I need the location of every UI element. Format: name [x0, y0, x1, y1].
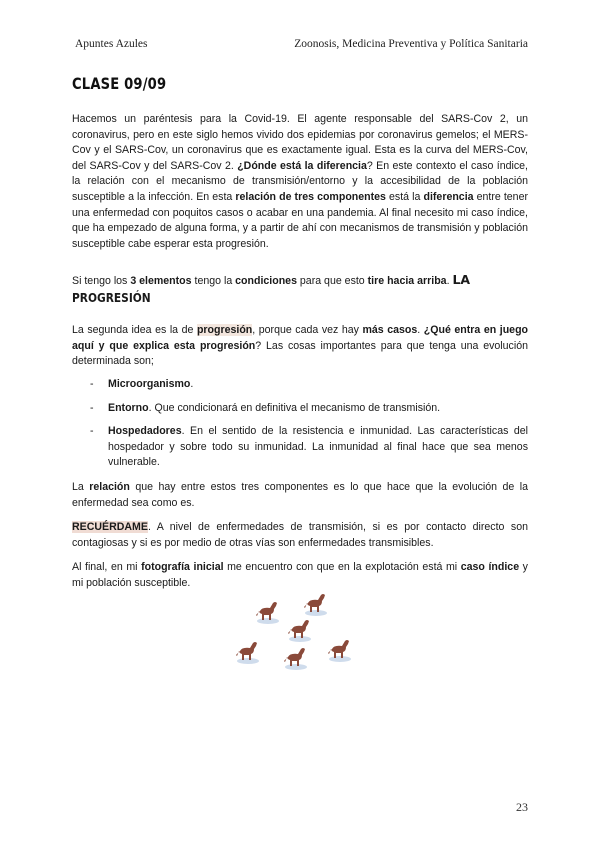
p1-bold-2: relación de tres componentes: [235, 190, 386, 203]
p6-text-3: y mi población susceptible.: [72, 561, 528, 589]
p4-text-2: que hay entre estos tres componentes es lo que hace que la evolución de la enfermedad sea como es.: [72, 481, 528, 509]
p2-text-2: tengo la: [191, 275, 236, 287]
list-dash: -: [90, 425, 94, 438]
p2-text-1: Si tengo los: [72, 275, 131, 287]
p4-text-1: La: [72, 481, 90, 493]
list-item: [72, 424, 528, 471]
p3-bold-2: ¿Qué entra en juego aquí y que explica esta progresión: [72, 324, 529, 352]
list-item: [72, 377, 528, 393]
paragraph-elements: [72, 272, 528, 290]
paragraph-initial-photo: [72, 560, 528, 591]
p1-text-2: ? En este contexto el caso índice, la relación con el mecanismo de transmisión/entorno y la accesibilidad de la población susceptible a la infección. En esta: [72, 159, 528, 203]
factor-term: Hospedadores: [108, 425, 182, 438]
list-item: [72, 401, 528, 417]
factor-desc: . Que condicionará en definitiva el mecanismo de transmisión.: [148, 401, 441, 414]
header-left: Apuntes Azules: [75, 38, 148, 50]
paragraph-relation: [72, 480, 528, 511]
p3-text-1: La segunda idea es la de: [72, 324, 197, 336]
p1-text-4: entre tener una enfermedad con poquitos casos o acabar en una pandemia. Al final necesito mi caso índice, que ha empezado de alguna forma, y a partir de ahí con mecanismos de transmisión y población susceptible cabe esperar esta progresión.: [72, 190, 528, 250]
horse-icon: [288, 620, 311, 642]
p6-bold-2: caso índice: [460, 561, 520, 573]
factors-list: [72, 377, 528, 479]
p2-text-4: .: [446, 275, 453, 287]
p3-bold-1: más casos: [362, 324, 418, 336]
p2-text-3: para que esto: [296, 275, 368, 287]
horse-icon: [328, 640, 351, 662]
section-heading-part2: PROGRESIÓN: [72, 290, 151, 305]
list-dash: -: [90, 401, 94, 414]
factor-desc: . En el sentido de la resistencia e inmunidad. Las características del hospedador y sobre todo su inmunidad. La inmunidad al final hace que sea menos vulnerable.: [108, 425, 528, 469]
p6-bold-1: fotografía inicial: [141, 561, 224, 573]
p2-bold-2: condiciones: [235, 275, 297, 287]
page-number: 23: [516, 800, 528, 814]
p2-bold-1: 3 elementos: [130, 275, 192, 287]
p1-text-3: está la: [385, 190, 424, 203]
horses-illustration: [230, 592, 370, 678]
p3-text-2: , porque cada vez hay: [252, 324, 363, 336]
list-dash: -: [90, 378, 94, 390]
p3-text-3: .: [417, 324, 424, 336]
reminder-badge: RECUÉRDAME: [72, 521, 148, 533]
p6-text-1: Al final, en mi: [72, 561, 142, 573]
p5-text-1: . A nivel de enfermedades de transmisión, si es por contacto directo son contagiosas y si es por medio de otras vías son enfermedades transmisibles.: [72, 521, 528, 549]
p6-text-2: me encuentro con que en la explotación está mi: [223, 561, 461, 573]
p2-bold-3: tire hacia arriba: [367, 275, 447, 287]
section-heading-part1: LA: [452, 272, 471, 287]
factor-term: Microorganismo: [108, 378, 191, 390]
paragraph-reminder: [72, 520, 528, 551]
p4-bold-1: relación: [89, 481, 130, 493]
p1-bold-3: diferencia: [423, 190, 474, 203]
paragraph-progression: [72, 323, 528, 370]
p3-highlight-1: progresión: [196, 324, 253, 336]
p1-text-1: Hacemos un paréntesis para la Covid-19. El agente responsable del SARS-Cov 2, un coronavirus, pero en este siglo hemos vivido dos epidemias por coronavirus gemelos; el MERS-Cov y el SARS-Cov, un coronavirus que es exactamente igual. Esta es la curva del MERS-Cov, del SARS-Cov y del SARS-Cov 2.: [72, 113, 528, 172]
p3-text-4: ? Las cosas importantes para que tenga una evolución determinada son;: [72, 339, 528, 368]
factor-term: Entorno: [108, 401, 149, 414]
paragraph-covid: [72, 112, 528, 252]
horse-icon: [304, 594, 327, 616]
factor-desc: .: [190, 378, 194, 390]
horse-icon: [284, 648, 307, 670]
horse-icon: [236, 642, 259, 664]
page-title: CLASE 09/09: [72, 74, 167, 93]
header-right: Zoonosis, Medicina Preventiva y Política Sanitaria: [294, 38, 528, 50]
horse-icon: [256, 602, 279, 624]
p1-bold-1: ¿Dónde está la diferencia: [237, 159, 367, 172]
